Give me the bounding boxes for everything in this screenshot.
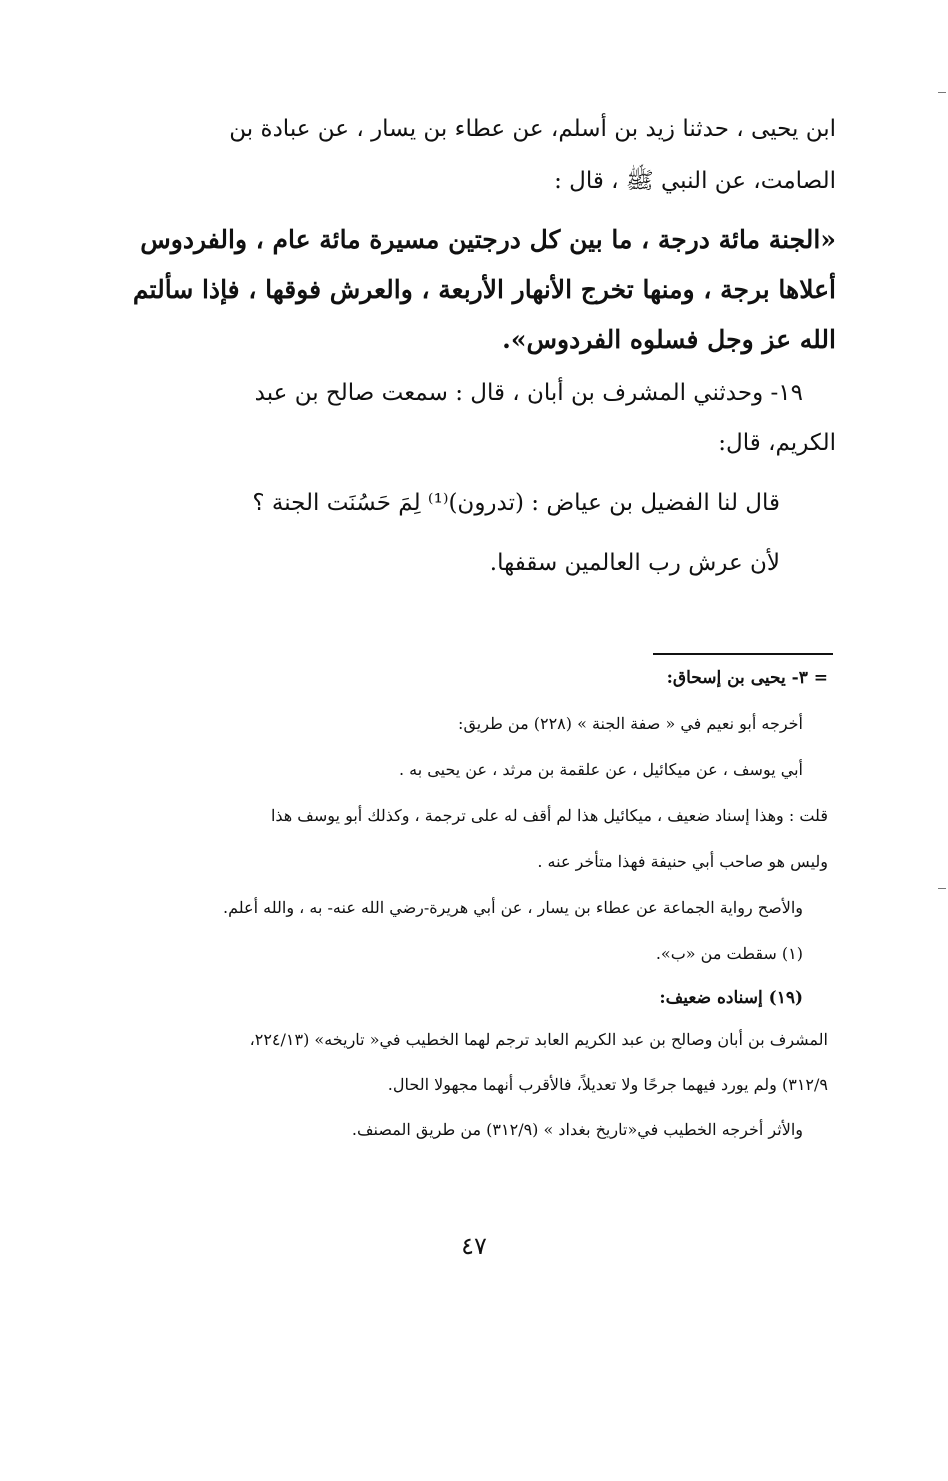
footnote-line-3: أبي يوسف ، عن ميكائيل ، عن علقمة بن مرثد ، عن يحيى به . xyxy=(398,760,803,779)
footnote-line-7: (١) سقطت من «ب». xyxy=(655,944,803,963)
hadith-line-2: أعلاها برجة ، ومنها تخرج الأنهار الأربعة ، والعرش فوقها ، فإذا سألتم xyxy=(132,275,836,304)
footnote-line-5: وليس هو صاحب أبي حنيفة فهذا متأخر عنه . xyxy=(537,852,828,871)
footnote-line-10: ٣١٢/٩) ولم يورد فيهما جرحًا ولا تعديلاً، فالأقرب أنهما مجهولا الحال. xyxy=(387,1075,828,1094)
footnote-line-9: المشرف بن أبان وصالح بن عبد الكريم العابد ترجم لهما الخطيب في« تاريخه» (٢٢٤/١٣، xyxy=(249,1030,828,1049)
footnote-line-11: والأثر أخرجه الخطيب في«تاريخ بغداد » (٣١٢/٩) من طريق المصنف. xyxy=(351,1120,803,1139)
intro-line-2: الصامت، عن النبي ﷺ ، قال : xyxy=(554,168,836,194)
scan-edge-mark xyxy=(938,888,946,889)
footnote-line-2: أخرجه أبو نعيم في « صفة الجنة » (٢٢٨) من طريق: xyxy=(458,714,803,733)
footnote-separator xyxy=(653,653,833,655)
item19-line-1: ١٩- وحدثني المشرف بن أبان ، قال : سمعت صالح بن عبد xyxy=(254,380,803,406)
footnote-line-1: = ٣- يحيى بن إسحاق: xyxy=(666,668,828,688)
footnote-line-6: والأصح رواية الجماعة عن عطاء بن يسار ، عن أبي هريرة-رضي الله عنه- به ، والله أعلم. xyxy=(223,898,803,917)
footnote-line-4: قلت : وهذا إسناد ضعيف ، ميكائيل هذا لم أقف له على ترجمة ، وكذلك أبو يوسف هذا xyxy=(270,806,828,825)
intro-line-1: ابن يحيى ، حدثنا زيد بن أسلم، عن عطاء بن يسار ، عن عبادة بن xyxy=(229,116,836,142)
footnote-line-8: (١٩) إسناده ضعيف: xyxy=(659,988,803,1008)
quote-line-2: لأن عرش رب العالمين سقفها. xyxy=(489,550,780,576)
scan-edge-mark xyxy=(938,92,946,93)
hadith-line-1: «الجنة مائة درجة ، ما بين كل درجتين مسيرة مائة عام ، والفردوس xyxy=(140,225,836,254)
hadith-line-3: الله عز وجل فسلوه الفردوس». xyxy=(502,325,836,354)
page-number: ٤٧ xyxy=(461,1232,487,1260)
quote-line-1: قال لنا الفضيل بن عياض : (تدرون)⁽¹⁾ لِمَ حَسُنَت الجنة ؟ xyxy=(252,490,780,516)
item19-line-2: الكريم، قال: xyxy=(718,430,836,456)
